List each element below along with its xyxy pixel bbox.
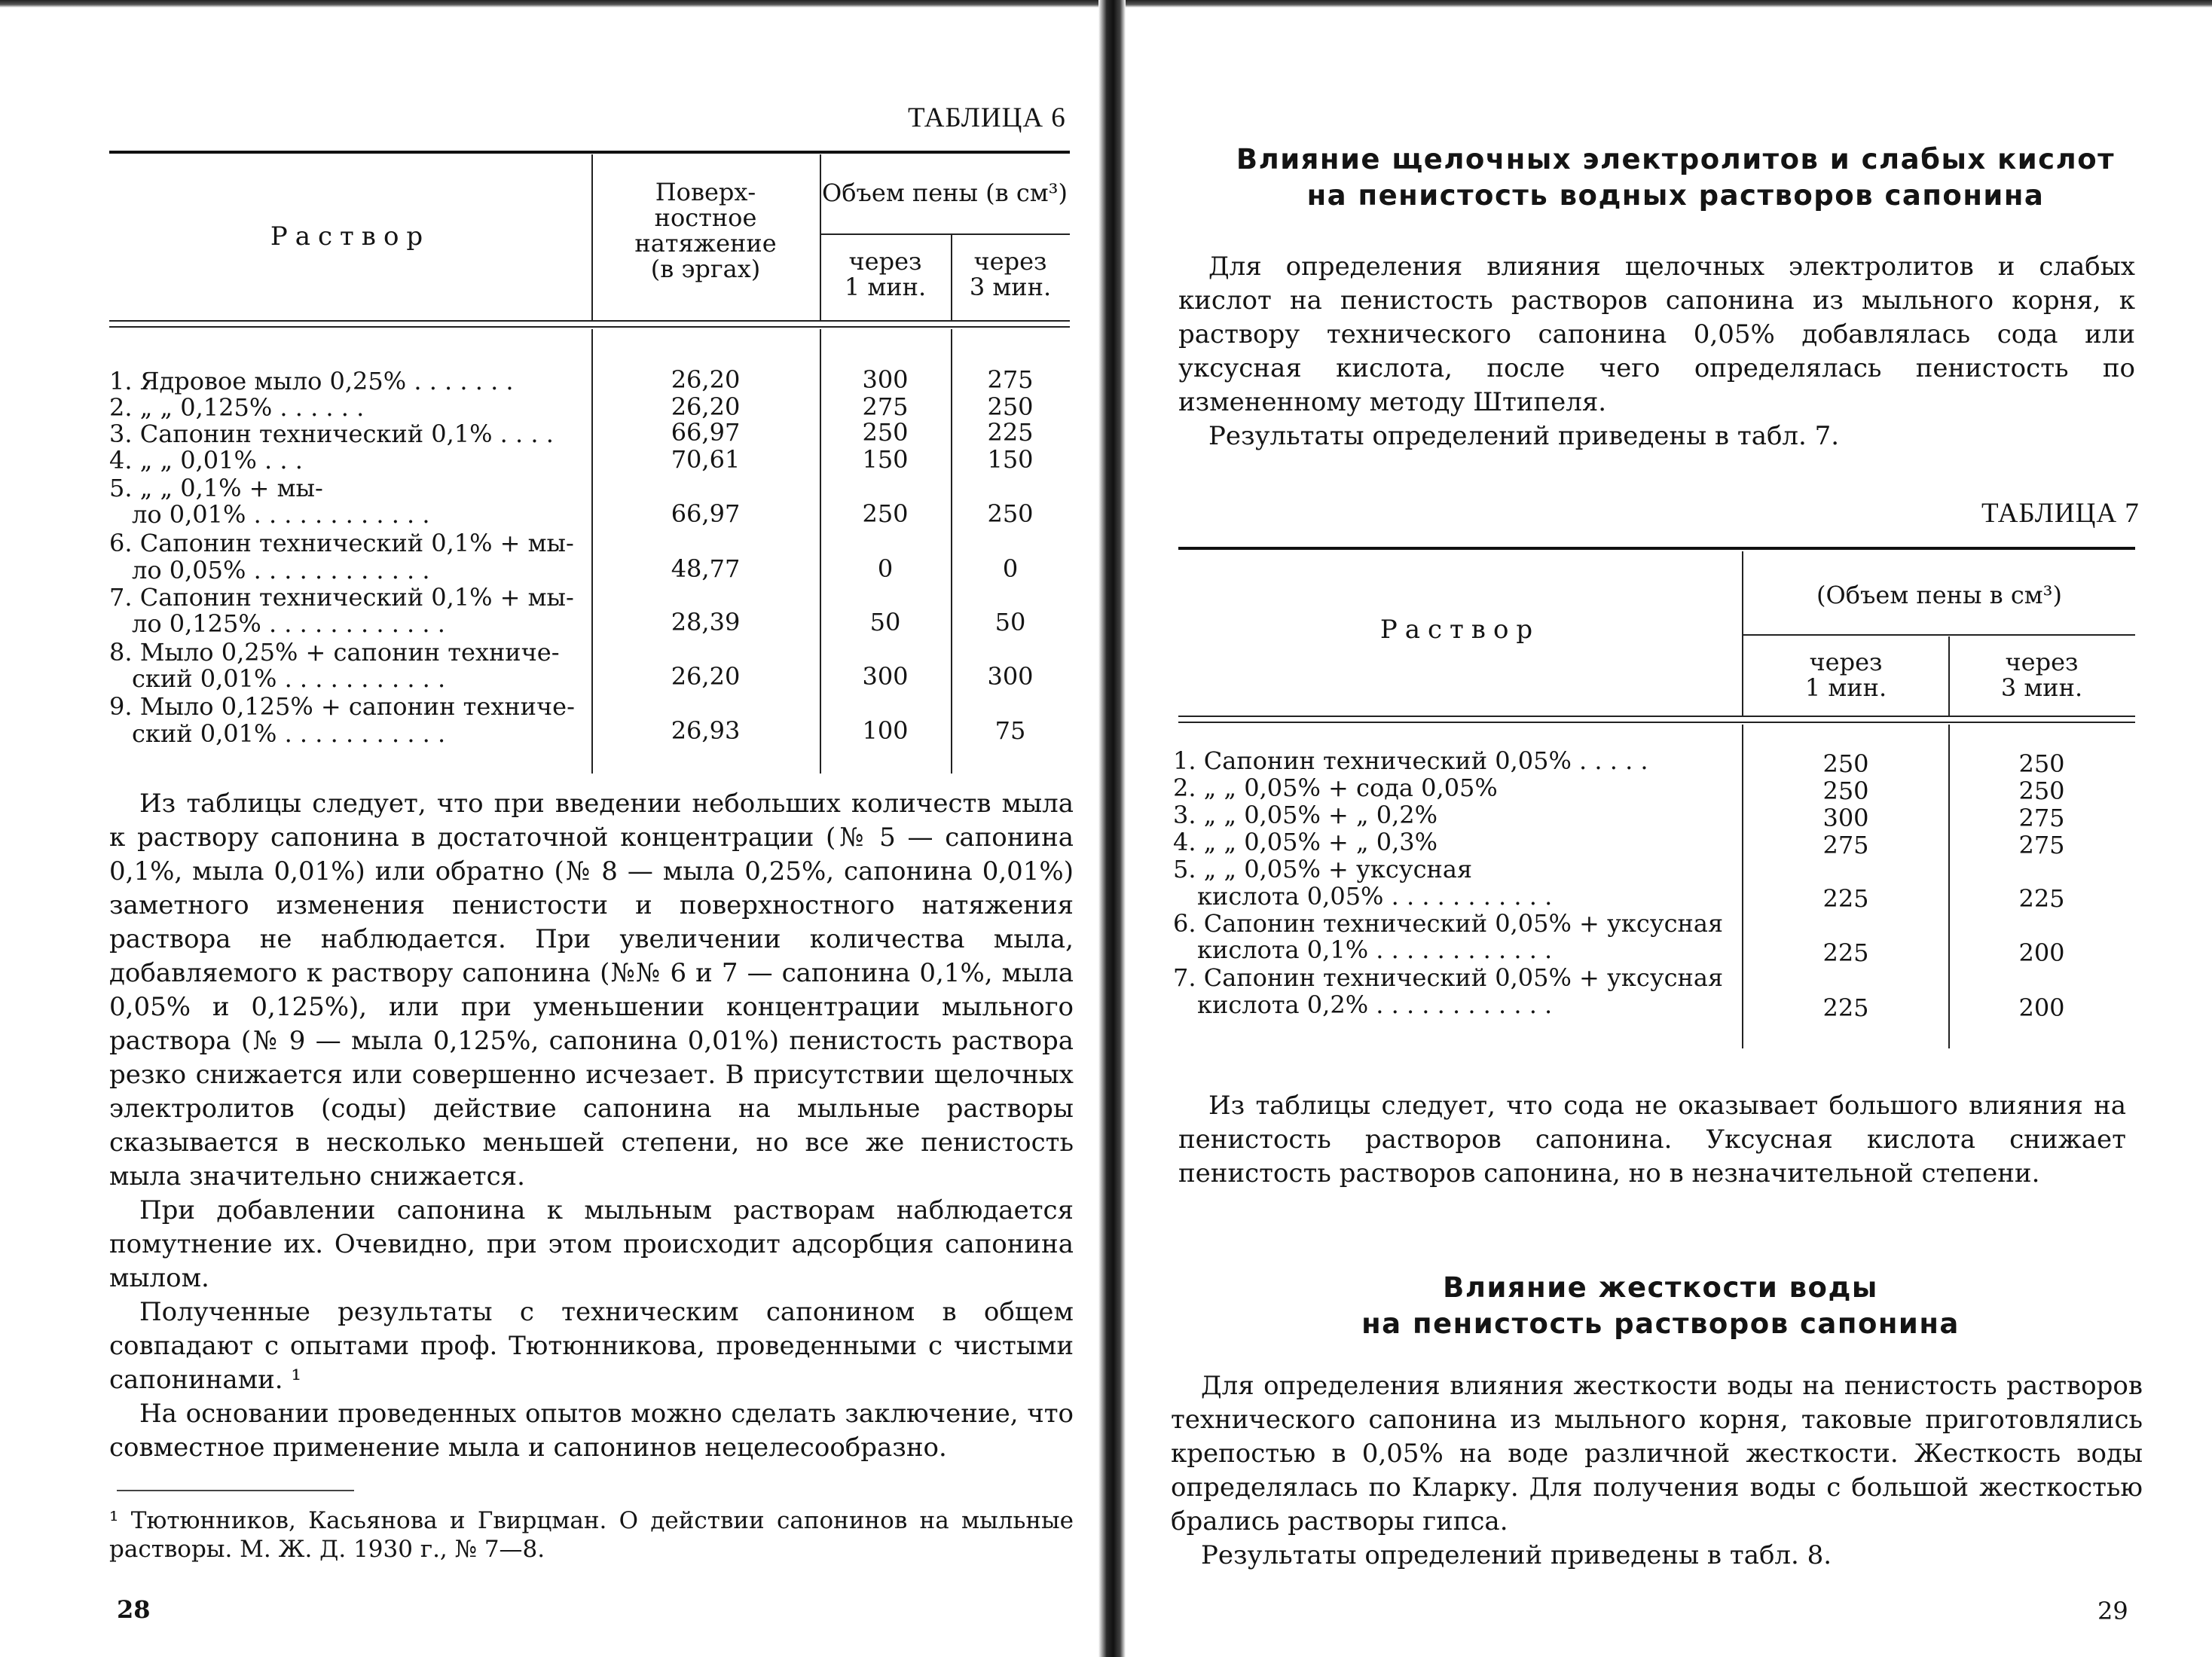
table-6-header-foam-volume: Объем пены (в см³) [822,179,1068,207]
paragraph: Для определения влияния щелочных электролитов и слабых кислот на пенистость растворов сапонина из мыльного корня, к раствору технического сапонина 0,05% добавлялась сода или уксусная кислота, после чего определялась пенистость по измененному методу Штипеля. [1178,252,2135,417]
table-7-row-label: 5. „ „ 0,05% + уксусная [1173,855,1473,883]
table-6-tension-value: 70,61 [671,445,741,474]
table-7-foam-3-value: 250 [2018,777,2065,805]
right-final-text [1171,1369,2143,1573]
table-7-row-label-cont: кислота 0,05% . . . . . . . . . . . [1197,882,1553,911]
table-6-header-rule [109,320,1070,322]
table-6-foam-1-value: 50 [869,608,901,636]
footnote: ¹ Тютюнников, Касьянова и Гвирцман. О действии сапонинов на мыльные растворы. М. Ж. Д. 1930 г., № 7—8. [109,1507,1074,1563]
table-7-row-label: 7. Сапонин технический 0,05% + уксусная [1173,963,1724,992]
page-number-left: 28 [117,1595,151,1624]
table-6-foam-3-value: 300 [987,662,1034,691]
table-7-header-foam-volume: (Объем пены в см³) [1816,581,2062,609]
table-6-foam-3-value: 0 [1002,554,1019,583]
table-7-foam-3-value: 250 [2018,749,2065,778]
table-6-tension-value: 26,20 [671,392,741,421]
table-7-foam-1-value: 300 [1822,804,1869,832]
footnote-rule [117,1490,354,1491]
right-intro-text [1178,250,2135,453]
table-7-row-label-cont: кислота 0,2% . . . . . . . . . . . . [1197,990,1553,1019]
table-6-foam-3-value: 250 [987,499,1034,528]
table-6-tension-value: 66,97 [671,418,741,447]
table-6-foam-1-value: 250 [862,499,909,528]
table-6-foam-3-value: 275 [987,365,1034,394]
table-6-header-surface-tension: Поверх- ностное натяжение (в эргах) [634,178,777,283]
table-6-tension-value: 26,93 [671,716,741,745]
table-6-top-rule [109,151,1070,154]
table-6-header-solution: Раствор [270,221,431,252]
section-heading-electrolytes: Влияние щелочных электролитов и слабых кислот на пенистость водных растворов сапонина [1236,143,2116,212]
right-page [1126,0,2212,1657]
table-7-foam-1-value: 275 [1822,831,1869,859]
table-6-header-rule-2 [109,326,1070,328]
paragraph: Результаты определений приведены в табл. 8. [1201,1540,1832,1570]
table-7-row-label-cont: кислота 0,1% . . . . . . . . . . . . [1197,935,1553,964]
section-heading-hardness: Влияние жесткости воды на пенистость растворов сапонина [1361,1271,1960,1340]
table-6-tension-value: 48,77 [671,554,741,583]
table-6-row-label: 7. Сапонин технический 0,1% + мы- [109,583,574,612]
table-6-caption: ТАБЛИЦА 6 [908,102,1066,133]
table-7-row-label: 2. „ „ 0,05% + сода 0,05% [1173,774,1498,802]
table-7-foam-3-value: 275 [2018,831,2065,859]
table-6-header-after-1-min: через 1 мин. [844,247,927,301]
table-6-foam-3-value: 50 [994,608,1026,636]
table-6-row-label: 2. „ „ 0,125% . . . . . . [109,393,365,422]
table-6-foam-3-value: 250 [987,392,1034,421]
table-6-row-label-cont: ло 0,05% . . . . . . . . . . . . [132,556,430,584]
table-6-tension-value: 28,39 [671,608,741,636]
right-after-table-text [1178,1089,2126,1191]
paragraph: Для определения влияния жесткости воды на пенистость растворов технического сапонина из мыльного корня, таковые приготовлялись крепостью в 0,05% на воде различной жесткости. Жесткость воды определялась по Кларку. Для получения воды с большой жесткостью брались растворы гипса. [1171,1371,2143,1536]
table-6-foam-1-value: 150 [862,445,909,474]
table-6-tension-value: 26,20 [671,662,741,691]
table-7-foam-1-value: 250 [1822,749,1869,778]
table-6-foam-1-value: 250 [862,418,909,447]
paragraph: Из таблицы следует, что сода не оказывает большого влияния на пенистость растворов сапонина. Уксусная кислота снижает пенистость растворов сапонина, но в незначительной степени. [1178,1091,2126,1189]
table-6-header-after-3-min: через 3 мин. [969,247,1052,301]
table-7-foam-1-value: 225 [1822,938,1869,967]
table-6-row-label: 9. Мыло 0,125% + сапонин техниче- [109,692,575,721]
page-number-right: 29 [2097,1597,2128,1625]
paragraph: Результаты определений приведены в табл. 7. [1208,421,1840,451]
table-6-row-label-cont: ский 0,01% . . . . . . . . . . . [132,719,446,748]
table-6-foam-1-value: 100 [862,716,909,745]
table-7-foam-3-value: 200 [2018,993,2065,1022]
table-6-foam-1-value: 0 [877,554,894,583]
paragraph: На основании проведенных опытов можно сделать заключение, что совместное применение мыла и сапонинов нецелесообразно. [109,1399,1074,1463]
table-7-row-label: 1. Сапонин технический 0,05% . . . . . [1173,746,1648,775]
table-6-row-label: 3. Сапонин технический 0,1% . . . . [109,420,554,448]
table-7-foam-3-value: 200 [2018,938,2065,967]
table-6-row-label-cont: ский 0,01% . . . . . . . . . . . [132,664,446,693]
table-6-foam-1-value: 300 [862,662,909,691]
table-7-foam-3-value: 225 [2018,884,2065,913]
table-7-foam-1-value: 250 [1822,777,1869,805]
book-gutter [1098,0,1126,1657]
table-7-caption: ТАБЛИЦА 7 [1981,498,2140,529]
table-7-foam-1-value: 225 [1822,884,1869,913]
table-7-header-rule [1178,716,2135,717]
table-7-foam-1-value: 225 [1822,993,1869,1022]
table-7-subheader-rule [1743,634,2135,636]
table-6-row-label-cont: ло 0,125% . . . . . . . . . . . . [132,609,445,638]
table-6-row-label: 5. „ „ 0,1% + мы- [109,474,323,502]
table-7-foam-3-value: 275 [2018,804,2065,832]
table-6-subheader-rule [820,233,1070,235]
table-7-row-label: 3. „ „ 0,05% + „ 0,2% [1173,801,1438,829]
table-6-foam-3-value: 225 [987,418,1034,447]
table-6-foam-1-value: 275 [862,392,909,421]
table-6-tension-value: 66,97 [671,499,741,528]
table-6-row-label-cont: ло 0,01% . . . . . . . . . . . . [132,500,430,529]
table-6-foam-3-value: 75 [994,716,1026,745]
table-6-row-label: 6. Сапонин технический 0,1% + мы- [109,529,574,557]
table-6-foam-3-value: 150 [987,445,1034,474]
left-page [0,0,1098,1657]
table-7-header-rule-2 [1178,722,2135,723]
table-7-top-rule [1178,547,2135,550]
table-7-header-after-3-min: через 3 мин. [2000,648,2083,702]
left-body-text [109,787,1074,1465]
table-6-row-label: 1. Ядровое мыло 0,25% . . . . . . . [109,367,514,395]
table-7-row-label: 6. Сапонин технический 0,05% + уксусная [1173,909,1724,938]
table-6-foam-1-value: 300 [862,365,909,394]
table-6-row-label: 4. „ „ 0,01% . . . [109,446,303,475]
table-7-header-solution: Раствор [1379,615,1541,645]
paragraph: Полученные результаты с техническим сапонином в общем совпадают с опытами проф. Тютюнникова, проведенными с чистыми сапонинами. ¹ [109,1297,1074,1395]
table-6-row-label: 8. Мыло 0,25% + сапонин техниче- [109,638,560,667]
table-7-header-after-1-min: через 1 мин. [1804,648,1887,702]
paragraph: Из таблицы следует, что при введении небольших количеств мыла к раствору сапонина в достаточной концентрации (№ 5 — сапонина 0,1%, мыла 0,01%) или обратно (№ 8 — мыла 0,25%, сапонина 0,01%) заметного изменения пенистости и поверхностного натяжения раствора не наблюдается. При увеличении количества мыла, добавляемого к раствору сапонина (№№ 6 и 7 — сапонина 0,1%, мыла 0,05% и 0,125%), или при уменьшении концентрации мыльного раствора (№ 9 — мыла 0,125%, сапонина 0,01%) пенистость раствора резко снижается или совершенно исчезает. В присутствии щелочных электролитов (соды) действие сапонина на мыльные растворы сказывается в несколько меньшей степени, но все же пенистость мыла значительно снижается. [109,789,1074,1192]
table-7-row-label: 4. „ „ 0,05% + „ 0,3% [1173,828,1438,856]
table-6-tension-value: 26,20 [671,365,741,394]
paragraph: При добавлении сапонина к мыльным растворам наблюдается помутнение их. Очевидно, при этом происходит адсорбция сапонина мылом. [109,1195,1074,1293]
